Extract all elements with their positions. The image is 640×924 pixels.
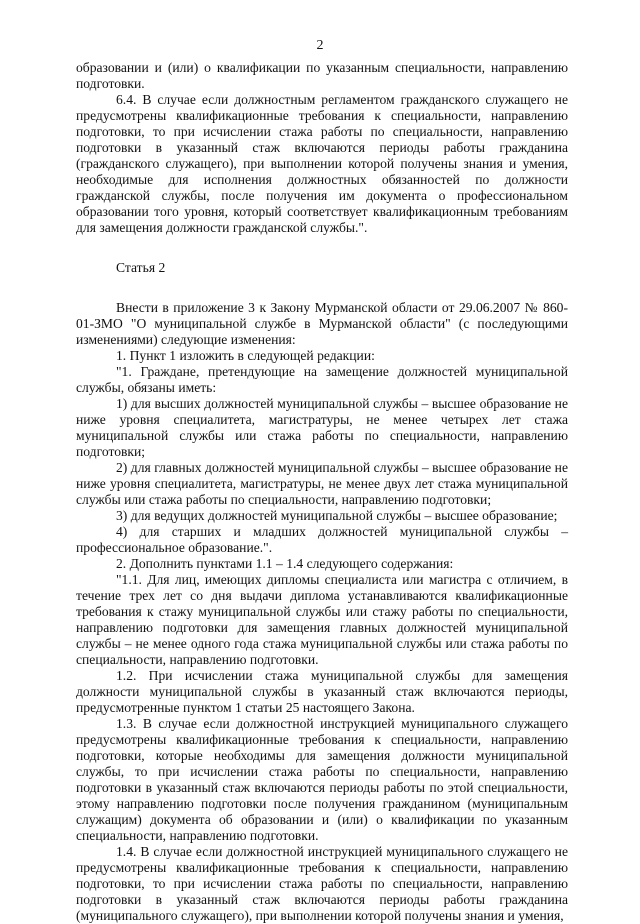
page-number: 2 [316, 38, 324, 53]
paragraph: 2. Дополнить пунктами 1.1 – 1.4 следующего содержания: [116, 556, 454, 571]
paragraph: 1.2. При исчислении стажа муниципальной службы для замещения должности муниципальной службы в указанный стаж включаются периоды, предусмотренные пунктом 1 статьи 25 настоящего Закона. [76, 668, 568, 715]
paragraph: Внести в приложение 3 к Закону Мурманской области от 29.06.2007 № 860-01-ЗМО "О муниципальной службе в Мурманской области" (с последующими изменениями) следующие изменения: [76, 300, 568, 347]
paragraph: 3) для ведущих должностей муниципальной службы – высшее образование; [116, 508, 558, 523]
article-heading: Статья 2 [116, 260, 166, 275]
paragraph: 1.3. В случае если должностной инструкцией муниципального служащего предусмотрены квалификационные требования к специальности, направлению подготовки, которые необходимы для замещения должности муниципальной службы, то при исчислении стажа работы по специальности, направлению подготовки в указанный стаж включаются периоды работы по этой специальности, этому направлению подготовки после получения гражданином (муниципальным служащим) документа об образовании и (или) о квалификации по указанным специальности, направлению подготовки. [76, 716, 568, 843]
paragraph: "1.1. Для лиц, имеющих дипломы специалиста или магистра с отличием, в течение трех лет со дня выдачи диплома устанавливаются квалификационные требования к стажу муниципальной службы или стажу работы по специальности, направлению подготовки для замещения главных должностей муниципальной службы – не менее одного года стажа муниципальной службы или стажа работы по специальности, направлению подготовки. [76, 572, 568, 667]
paragraph: 2) для главных должностей муниципальной службы – высшее образование не ниже уровня специалитета, магистратуры, не менее двух лет стажа муниципальной службы или стажа работы по специальности, направлению подготовки; [76, 460, 568, 507]
paragraph: "1. Граждане, претендующие на замещение должностей муниципальной службы, обязаны иметь: [76, 364, 568, 395]
paragraph: 6.4. В случае если должностным регламентом гражданского служащего не предусмотрены квалификационные требования к специальности, направлению подготовки, то при исчислении стажа работы по специальности, направлению подготовки в указанный стаж включаются периоды работы гражданина (гражданского служащего), при выполнении которой получены знания и умения, необходимые для исполнения должностных обязанностей по должности гражданской службы, после получения им документа о профессиональном образовании того уровня, который соответствует квалификационным требованиям для замещения должности гражданской службы.". [76, 92, 568, 235]
document-body [76, 60, 568, 924]
paragraph: 1.4. В случае если должностной инструкцией муниципального служащего не предусмотрены квалификационные требования к специальности, направлению подготовки, то при исчислении стажа работы по специальности, направлению подготовки в указанный стаж включаются периоды работы гражданина (муниципального служащего), при выполнении которой получены знания и умения, [76, 844, 568, 923]
paragraph: 1) для высших должностей муниципальной службы – высшее образование не ниже уровня специалитета, магистратуры, не менее четырех лет стажа муниципальной службы или стажа работы по специальности, направлению подготовки; [76, 396, 568, 459]
paragraph: 4) для старших и младших должностей муниципальной службы – профессиональное образование.". [76, 524, 568, 555]
paragraph: образовании и (или) о квалификации по указанным специальности, направлению подготовки. [76, 60, 568, 91]
paragraph: 1. Пункт 1 изложить в следующей редакции: [116, 348, 375, 363]
